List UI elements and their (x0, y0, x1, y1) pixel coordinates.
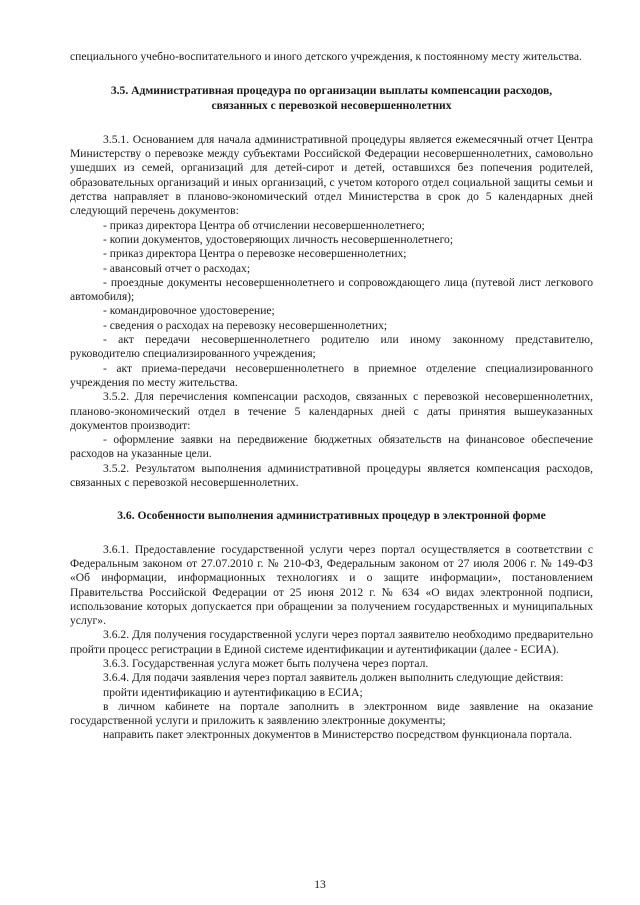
step-item: направить пакет электронных документов в Министерство посредством функционала портала. (103, 728, 573, 742)
list-item: - копии документов, удостоверяющих личность несовершеннолетнего; (103, 232, 454, 246)
paragraph-3-5-2: 3.5.2. Для перечисления компенсации расходов, связанных с перевозкой несовершеннолетних, планово-экономический отдел в течение 5 календарных дней с даты принятия вышеуказанных документов производит: (70, 390, 593, 432)
list-item: - оформление заявки на передвижение бюджетных обязательств на финансовое обеспечение расходов на указанные цели. (70, 433, 593, 461)
paragraph-3-6-3: 3.6.3. Государственная услуга может быть получена через портал. (103, 656, 429, 670)
list-item: - приказ директора Центра об отчислении несовершеннолетнего; (103, 218, 425, 232)
page-number: 13 (314, 878, 326, 891)
list-item: - акт передачи несовершеннолетнего родителю или иному законному представителю, руководителю специализированного учреждения; (70, 333, 593, 361)
paragraph-3-5-1: 3.5.1. Основанием для начала административной процедуры является ежемесячный отчет Центра Министерству о перевозке между субъектами Российской Федерации несовершеннолетних, самовольно ушедших из семей, организаций для детей-сирот и детей, оставшихся без попечения родителей, образовательных организаций и иных организаций, с учетом которого отдел социальной защиты семьи и детства направляет в планово-экономический отдел Министерства в срок до 5 календарных дней следующий перечень документов: (70, 132, 593, 218)
list-item: - командировочное удостоверение; (103, 304, 275, 318)
list-item: - акт приема-передачи несовершеннолетнего в приемное отделение специализированного учреждения по месту жительства. (70, 361, 593, 389)
list-item: - авансовый отчет о расходах; (103, 261, 251, 275)
step-item: пройти идентификацию и аутентификацию в ЕСИА; (103, 685, 363, 699)
list-item: - проездные документы несовершеннолетнего и сопровождающего лица (путевой лист легкового автомобиля); (70, 275, 593, 304)
paragraph-3-6-1: 3.6.1. Предоставление государственной услуги через портал осуществляется в соответствии с Федеральным законом от 27.07.2010 г. № 210-ФЗ, Федеральным законом от 27 июля 2006 г. № 149-ФЗ «Об информации, информационных технологиях и о защите информации», постановлением Правительства Российской Федерации от 25 июня 2012 г. № 634 «О видах электронной подписи, использование которых допускается при обращении за получением государственных и муниципальных услуг». (70, 542, 593, 628)
continued-text: специального учебно-воспитательного и иного детского учреждения, к постоянному месту жительства. (70, 50, 582, 63)
step-item: в личном кабинете на портале заполнить в электронном виде заявление на оказание государственной услуги и приложить к заявлению электронные документы; (70, 699, 593, 728)
paragraph-3-6-2: 3.6.2. Для получения государственной услуги через портал заявителю необходимо предварительно пройти процесс регистрации в Единой системе идентификации и аутентификации (далее - ЕСИА). (70, 628, 593, 656)
list-item: - сведения о расходах на перевозку несовершеннолетних; (103, 318, 388, 332)
section-3-5-heading: 3.5. Административная процедура по организации выплаты компенсации расходов, связанных с перевозкой несовершеннолетних (110, 84, 553, 112)
paragraph-3-6-4: 3.6.4. Для подачи заявления через портал заявитель должен выполнить следующие действия: (103, 671, 564, 685)
list-item: - приказ директора Центра о перевозке несовершеннолетних; (103, 247, 407, 261)
section-3-6-heading: 3.6. Особенности выполнения административных процедур в электронной форме (117, 509, 546, 523)
paragraph-3-5-2-result: 3.5.2. Результатом выполнения административной процедуры является компенсация расходов, связанных с перевозкой несовершеннолетних. (70, 461, 593, 490)
